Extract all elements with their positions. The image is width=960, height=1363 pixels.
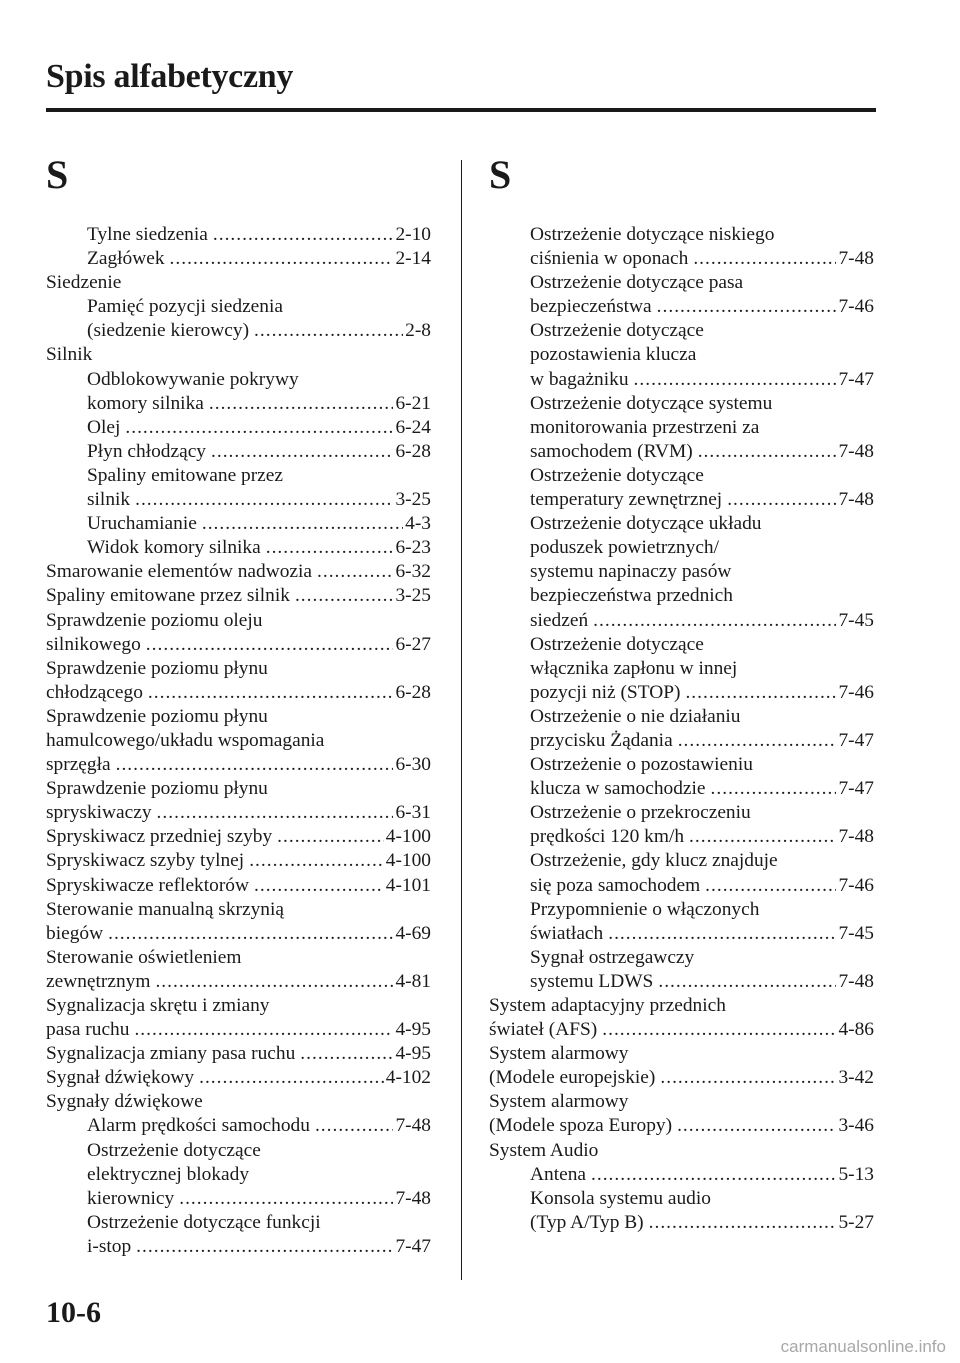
index-heading (489, 801, 874, 825)
entry-text: Ostrzeżenie dotyczące funkcji (87, 1211, 321, 1233)
dot-leader (266, 536, 394, 560)
index-entry (46, 1235, 431, 1259)
entry-page-ref: 7-47 (395, 1235, 431, 1257)
dot-leader (300, 1042, 393, 1066)
entry-text: System alarmowy (489, 1091, 629, 1113)
index-heading (489, 994, 874, 1018)
index-heading (46, 946, 431, 970)
entry-text: Ostrzeżenie dotyczące pasa (530, 272, 744, 294)
dot-leader (116, 753, 394, 777)
index-heading (489, 898, 874, 922)
index-entries (46, 223, 431, 1259)
index-heading (489, 319, 874, 343)
index-entry (489, 1163, 874, 1187)
entry-text: komory silnika (87, 392, 204, 414)
entry-text: Odblokowywanie pokrywy (87, 368, 299, 390)
entry-page-ref: 7-48 (838, 489, 874, 511)
entry-text: klucza w samochodzie (530, 778, 706, 800)
dot-leader (693, 247, 836, 271)
index-column-left (46, 152, 431, 1259)
column-divider (461, 160, 462, 1280)
index-entry (46, 392, 431, 416)
entry-text: siedzeń (530, 609, 589, 631)
index-heading (489, 1187, 874, 1211)
entry-text: Sterowanie oświetleniem (46, 946, 242, 968)
entry-text: Sprawdzenie poziomu płynu (46, 705, 268, 727)
index-heading (489, 849, 874, 873)
index-entry (489, 1211, 874, 1235)
entry-page-ref: 4-69 (395, 922, 431, 944)
entry-page-ref: 4-100 (385, 826, 431, 848)
index-entry (489, 729, 874, 753)
dot-leader (277, 825, 384, 849)
watermark: carmanualsonline.info (780, 1337, 946, 1356)
index-entry (46, 1018, 431, 1042)
dot-leader (593, 609, 836, 633)
entry-text: Spaliny emitowane przez (87, 464, 283, 486)
entry-text: Siedzenie (46, 272, 122, 294)
index-entry (489, 247, 874, 271)
entry-page-ref: 4-81 (395, 970, 431, 992)
entry-text: Ostrzeżenie, gdy klucz znajduje (530, 850, 778, 872)
entry-page-ref: 4-101 (385, 874, 431, 896)
entry-page-ref: 3-25 (395, 489, 431, 511)
index-heading (489, 1090, 874, 1114)
index-heading (46, 343, 431, 367)
entry-text: elektrycznej blokady (87, 1163, 250, 1185)
section-letter: S (46, 152, 69, 197)
index-entry (46, 753, 431, 777)
index-entry (489, 1066, 874, 1090)
index-entry (489, 1018, 874, 1042)
index-heading (489, 343, 874, 367)
entry-page-ref: 4-86 (838, 1019, 874, 1041)
dot-leader (295, 584, 394, 608)
index-entry (46, 874, 431, 898)
entry-text: Spaliny emitowane przez silnik (46, 585, 290, 607)
index-heading (489, 1042, 874, 1066)
index-heading (46, 729, 431, 753)
dot-leader (634, 368, 837, 392)
section-letter: S (489, 152, 512, 197)
dot-leader (249, 849, 384, 873)
entry-text: poduszek powietrznych/ (530, 537, 720, 559)
index-entry (46, 416, 431, 440)
entry-page-ref: 4-95 (395, 1019, 431, 1041)
index-heading (489, 536, 874, 560)
index-heading (46, 1163, 431, 1187)
entry-text: włącznika zapłonu w innej (530, 657, 738, 679)
entry-text: pozycji niż (STOP) (530, 681, 681, 703)
entry-text: systemu napinaczy pasów (530, 561, 732, 583)
entry-page-ref: 7-45 (838, 609, 874, 631)
dot-leader (711, 777, 837, 801)
entry-text: Sygnały dźwiękowe (46, 1091, 203, 1113)
dot-leader (155, 970, 393, 994)
entry-page-ref: 7-48 (838, 970, 874, 992)
index-heading (489, 753, 874, 777)
entry-text: prędkości 120 km/h (530, 826, 685, 848)
entry-text: pozostawienia klucza (530, 344, 697, 366)
entry-text: Uruchamianie (87, 513, 197, 535)
entry-text: Przypomnienie o włączonych (530, 898, 760, 920)
entry-text: kierownicy (87, 1187, 175, 1209)
entry-page-ref: 6-23 (395, 537, 431, 559)
dot-leader (254, 874, 384, 898)
entry-page-ref: 7-46 (838, 296, 874, 318)
entry-text: sprzęgła (46, 754, 111, 776)
entry-text: systemu LDWS (530, 970, 654, 992)
dot-leader (658, 970, 836, 994)
entry-text: Sterowanie manualną skrzynią (46, 898, 284, 920)
entry-text: monitorowania przestrzeni za (530, 416, 760, 438)
index-heading (489, 560, 874, 584)
entry-text: Ostrzeżenie o przekroczeniu (530, 802, 751, 824)
index-entry (46, 922, 431, 946)
entry-page-ref: 7-46 (838, 681, 874, 703)
index-heading (46, 898, 431, 922)
entry-page-ref: 6-27 (395, 633, 431, 655)
entry-text: Zagłówek (87, 248, 165, 270)
index-entry (46, 319, 431, 343)
entry-page-ref: 6-31 (395, 802, 431, 824)
index-entry (489, 970, 874, 994)
entry-page-ref: 3-46 (838, 1115, 874, 1137)
entry-page-ref: 2-8 (405, 320, 431, 342)
entry-text: temperatury zewnętrznej (530, 489, 723, 511)
entry-page-ref: 4-100 (385, 850, 431, 872)
entry-page-ref: 7-47 (838, 778, 874, 800)
dot-leader (146, 633, 394, 657)
dot-leader (689, 825, 836, 849)
index-heading (489, 464, 874, 488)
entry-text: Sprawdzenie poziomu płynu (46, 657, 268, 679)
index-entry (46, 633, 431, 657)
entry-text: Ostrzeżenie dotyczące (530, 320, 704, 342)
entry-text: Spryskiwacze reflektorów (46, 874, 249, 896)
index-heading (489, 223, 874, 247)
entry-page-ref: 7-48 (838, 248, 874, 270)
index-entry (46, 801, 431, 825)
dot-leader (608, 922, 836, 946)
entry-text: w bagażniku (530, 368, 629, 390)
entry-text: bezpieczeństwa (530, 296, 652, 318)
index-entry (46, 440, 431, 464)
entry-page-ref: 7-45 (838, 922, 874, 944)
index-heading (489, 633, 874, 657)
index-heading (489, 392, 874, 416)
index-entry (46, 1042, 431, 1066)
index-entry (46, 247, 431, 271)
index-heading (46, 609, 431, 633)
dot-leader (157, 801, 394, 825)
index-heading (46, 657, 431, 681)
entry-text: Ostrzeżenie dotyczące (530, 633, 704, 655)
entry-text: bezpieczeństwa przednich (530, 585, 733, 607)
entry-text: Sygnał ostrzegawczy (530, 946, 695, 968)
entry-text: Płyn chłodzący (87, 440, 207, 462)
index-entry (489, 874, 874, 898)
entry-text: Ostrzeżenie dotyczące niskiego (530, 224, 775, 245)
dot-leader (125, 416, 393, 440)
index-heading (46, 994, 431, 1018)
entry-text: (siedzenie kierowcy) (87, 320, 250, 342)
dot-leader (136, 1235, 393, 1259)
entry-page-ref: 6-24 (395, 416, 431, 438)
index-entry (46, 1066, 431, 1090)
dot-leader (705, 874, 836, 898)
dot-leader (685, 681, 836, 705)
entry-text: (Modele spoza Europy) (489, 1115, 673, 1137)
dot-leader (254, 319, 403, 343)
dot-leader (727, 488, 836, 512)
entry-text: Pamięć pozycji siedzenia (87, 296, 283, 318)
dot-leader (134, 1018, 393, 1042)
index-entry (489, 295, 874, 319)
index-heading (46, 368, 431, 392)
entry-page-ref: 3-25 (395, 585, 431, 607)
index-entry (46, 681, 431, 705)
index-entry (46, 849, 431, 873)
entry-page-ref: 4-102 (385, 1067, 431, 1089)
index-entry (46, 223, 431, 247)
entry-text: biegów (46, 922, 104, 944)
entry-text: Ostrzeżenie o pozostawieniu (530, 754, 753, 776)
entry-page-ref: 7-47 (838, 729, 874, 751)
index-heading (46, 1139, 431, 1163)
dot-leader (179, 1187, 393, 1211)
dot-leader (315, 1114, 394, 1138)
entry-text: Sygnalizacja zmiany pasa ruchu (46, 1043, 296, 1065)
dot-leader (591, 1163, 836, 1187)
entry-text: i-stop (87, 1235, 132, 1257)
index-entry (489, 1114, 874, 1138)
index-heading (46, 777, 431, 801)
dot-leader (677, 1114, 836, 1138)
dot-leader (170, 247, 394, 271)
entry-page-ref: 6-21 (395, 392, 431, 414)
entry-text: ciśnienia w oponach (530, 248, 689, 270)
index-heading (489, 416, 874, 440)
entry-text: światłach (530, 922, 604, 944)
entry-text: świateł (AFS) (489, 1019, 598, 1041)
entry-text: chłodzącego (46, 681, 143, 703)
entry-text: (Typ A/Typ B) (530, 1211, 644, 1233)
entry-page-ref: 7-48 (838, 826, 874, 848)
entry-page-ref: 6-28 (395, 440, 431, 462)
entry-text: Tylne siedzenia (87, 224, 208, 245)
entry-page-ref: 7-48 (395, 1187, 431, 1209)
dot-leader (657, 295, 837, 319)
entry-text: Sygnalizacja skrętu i zmiany (46, 995, 270, 1016)
dot-leader (317, 560, 393, 584)
index-entry (46, 584, 431, 608)
dot-leader (213, 223, 394, 247)
index-heading (46, 271, 431, 295)
entry-page-ref: 5-27 (838, 1211, 874, 1233)
entry-text: Silnik (46, 344, 93, 366)
entry-text: Ostrzeżenie dotyczące (87, 1139, 261, 1161)
entry-text: Alarm prędkości samochodu (87, 1115, 310, 1137)
entry-text: spryskiwaczy (46, 802, 152, 824)
entry-page-ref: 7-48 (838, 440, 874, 462)
entry-page-ref: 4-3 (405, 513, 431, 535)
entry-text: Ostrzeżenie dotyczące układu (530, 513, 762, 535)
entry-text: System alarmowy (489, 1043, 629, 1065)
dot-leader (211, 440, 393, 464)
index-heading (46, 295, 431, 319)
index-entry (489, 681, 874, 705)
dot-leader (199, 1066, 384, 1090)
entry-text: pasa ruchu (46, 1019, 130, 1041)
index-heading (489, 271, 874, 295)
entry-text: Spryskiwacz szyby tylnej (46, 850, 245, 872)
index-entry (46, 1114, 431, 1138)
entry-text: Sprawdzenie poziomu płynu (46, 778, 268, 800)
index-entry (489, 777, 874, 801)
entry-page-ref: 6-30 (395, 754, 431, 776)
index-entry (489, 440, 874, 464)
entry-page-ref: 4-95 (395, 1043, 431, 1065)
entry-text: System adaptacyjny przednich (489, 995, 726, 1016)
entry-page-ref: 7-47 (838, 368, 874, 390)
index-entry (46, 488, 431, 512)
index-heading (489, 705, 874, 729)
entry-page-ref: 7-48 (395, 1115, 431, 1137)
index-entries (489, 223, 874, 1235)
entry-text: silnik (87, 489, 131, 511)
index-heading (46, 1211, 431, 1235)
dot-leader (649, 1211, 837, 1235)
index-entry (46, 970, 431, 994)
dot-leader (678, 729, 837, 753)
index-entry (489, 922, 874, 946)
entry-text: Ostrzeżenie dotyczące (530, 464, 704, 486)
entry-text: przycisku Żądania (530, 729, 673, 751)
header-rule (46, 108, 876, 112)
entry-text: Ostrzeżenie o nie działaniu (530, 705, 741, 727)
entry-text: Ostrzeżenie dotyczące systemu (530, 392, 773, 414)
index-entry (46, 536, 431, 560)
index-entry (489, 609, 874, 633)
index-heading (46, 1090, 431, 1114)
index-heading (489, 584, 874, 608)
entry-text: Smarowanie elementów nadwozia (46, 561, 312, 583)
entry-text: Sprawdzenie poziomu oleju (46, 609, 263, 631)
dot-leader (148, 681, 394, 705)
entry-page-ref: 5-13 (838, 1163, 874, 1185)
index-entry (489, 488, 874, 512)
entry-text: System Audio (489, 1139, 599, 1161)
entry-page-ref: 6-32 (395, 561, 431, 583)
index-entry (489, 368, 874, 392)
entry-text: zewnętrznym (46, 970, 151, 992)
entry-text: (Modele europejskie) (489, 1067, 656, 1089)
page-title: Spis alfabetyczny (46, 58, 294, 95)
index-heading (489, 946, 874, 970)
index-entry (46, 825, 431, 849)
index-entry (46, 512, 431, 536)
entry-text: Widok komory silnika (87, 537, 261, 559)
entry-text: się poza samochodem (530, 874, 701, 896)
entry-page-ref: 7-46 (838, 874, 874, 896)
dot-leader (602, 1018, 836, 1042)
dot-leader (135, 488, 393, 512)
index-heading (46, 464, 431, 488)
entry-text: Sygnał dźwiękowy (46, 1067, 195, 1089)
index-entry (489, 825, 874, 849)
index-entry (46, 1187, 431, 1211)
entry-text: samochodem (RVM) (530, 440, 693, 462)
entry-text: Antena (530, 1163, 586, 1185)
entry-page-ref: 6-28 (395, 681, 431, 703)
index-column-right (489, 152, 874, 1235)
index-entry (46, 560, 431, 584)
entry-page-ref: 2-14 (395, 248, 431, 270)
dot-leader (108, 922, 393, 946)
dot-leader (202, 512, 403, 536)
entry-page-ref: 2-10 (395, 224, 431, 245)
entry-text: Olej (87, 416, 121, 438)
entry-page-ref: 3-42 (838, 1067, 874, 1089)
dot-leader (209, 392, 394, 416)
dot-leader (660, 1066, 836, 1090)
entry-text: silnikowego (46, 633, 141, 655)
index-heading (489, 1139, 874, 1163)
entry-text: Konsola systemu audio (530, 1187, 711, 1209)
index-heading (489, 512, 874, 536)
index-heading (46, 705, 431, 729)
index-heading (489, 657, 874, 681)
dot-leader (698, 440, 837, 464)
page-number: 10-6 (46, 1296, 101, 1329)
entry-text: Spryskiwacz przedniej szyby (46, 826, 273, 848)
entry-text: hamulcowego/układu wspomagania (46, 729, 325, 751)
